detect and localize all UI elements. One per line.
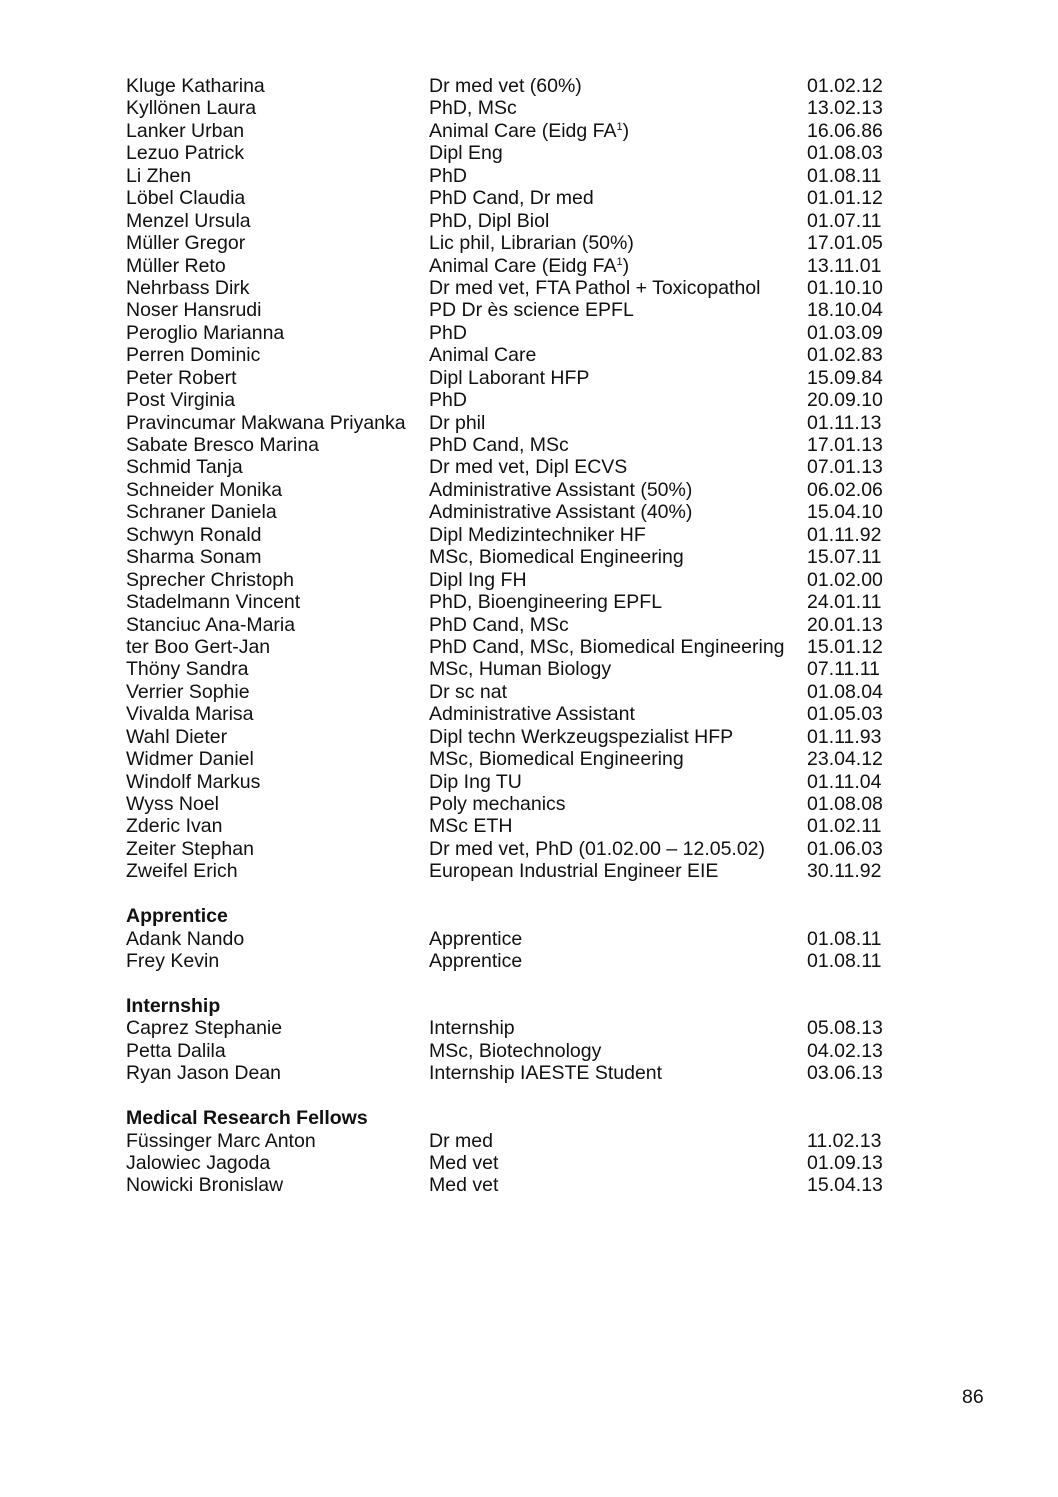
person-name: Schmid Tanja xyxy=(126,456,243,479)
start-date: 01.11.92 xyxy=(807,523,882,546)
person-name: Adank Nando xyxy=(126,927,245,950)
table-row xyxy=(126,860,926,882)
table-row xyxy=(126,277,926,299)
person-name: Füssinger Marc Anton xyxy=(126,1129,316,1152)
table-row xyxy=(126,97,926,119)
table-row xyxy=(126,210,926,232)
person-title xyxy=(429,771,522,793)
person-title xyxy=(429,950,522,972)
person-name: Zweifel Erich xyxy=(126,860,238,883)
person-title xyxy=(429,546,684,568)
start-date: 01.08.03 xyxy=(807,142,883,165)
title-text: Dipl techn Werkzeugspezialist HFP xyxy=(429,725,734,748)
start-date: 11.02.13 xyxy=(807,1129,882,1152)
start-date: 03.06.13 xyxy=(807,1062,883,1085)
title-text: Animal Care (Eidg FA xyxy=(429,254,617,277)
person-title xyxy=(429,524,646,546)
table-row xyxy=(126,501,926,523)
person-name: Müller Gregor xyxy=(126,232,246,255)
person-name: Schraner Daniela xyxy=(126,501,277,524)
table-row xyxy=(126,344,926,366)
title-text: Apprentice xyxy=(429,927,523,950)
title-tail: ) xyxy=(622,254,630,277)
title-text: Dip Ing TU xyxy=(429,770,522,793)
person-title xyxy=(429,1130,493,1152)
table-row xyxy=(126,703,926,725)
table-row xyxy=(126,1152,926,1174)
title-tail: ) xyxy=(622,119,630,142)
person-name: Stadelmann Vincent xyxy=(126,591,301,614)
title-text: Apprentice xyxy=(429,950,523,973)
start-date: 05.08.13 xyxy=(807,1017,883,1040)
person-name: Jalowiec Jagoda xyxy=(126,1152,271,1174)
person-title xyxy=(429,165,467,187)
table-row xyxy=(126,1017,926,1039)
table-row xyxy=(126,479,926,501)
start-date: 15.01.12 xyxy=(807,635,883,658)
start-date: 01.08.11 xyxy=(807,927,882,950)
person-title xyxy=(429,636,785,658)
table-row xyxy=(126,120,926,142)
title-text: PhD Cand, MSc xyxy=(429,434,569,456)
person-name: Noser Hansrudi xyxy=(126,299,262,322)
title-text: Poly mechanics xyxy=(429,793,566,815)
title-text: PhD, Dipl Biol xyxy=(429,209,550,232)
person-name: Nehrbass Dirk xyxy=(126,276,250,299)
table-row xyxy=(126,299,926,321)
table-row xyxy=(126,367,926,389)
person-title xyxy=(429,860,718,882)
table-row xyxy=(126,412,926,434)
title-text: European Industrial Engineer EIE xyxy=(429,860,719,883)
start-date: 01.07.11 xyxy=(807,209,882,232)
start-date: 13.02.13 xyxy=(807,97,883,120)
person-name: Frey Kevin xyxy=(126,950,220,973)
table-row xyxy=(126,748,926,770)
table-row xyxy=(126,165,926,187)
footnote-marker: 1 xyxy=(616,120,623,133)
table-row xyxy=(126,1174,926,1196)
title-text: Administrative Assistant (50%) xyxy=(429,478,693,501)
title-text: PhD Cand, Dr med xyxy=(429,187,594,210)
title-text: MSc, Biomedical Engineering xyxy=(429,546,684,569)
person-title xyxy=(429,1040,601,1062)
table-row xyxy=(126,614,926,636)
person-title xyxy=(429,142,503,164)
person-name: ter Boo Gert-Jan xyxy=(126,635,271,658)
table-row xyxy=(126,434,926,456)
table-row xyxy=(126,815,926,837)
person-name: Post Virginia xyxy=(126,389,236,412)
person-title xyxy=(429,479,692,501)
section-heading: Medical Research Fellows xyxy=(126,1107,368,1130)
person-title xyxy=(429,681,507,703)
person-title xyxy=(429,367,589,389)
start-date: 01.08.08 xyxy=(807,793,883,815)
title-text: Dr med xyxy=(429,1129,493,1152)
table-row xyxy=(126,950,926,972)
person-title xyxy=(429,187,594,209)
start-date: 15.07.11 xyxy=(807,546,882,569)
table-row xyxy=(126,456,926,478)
person-name: Sprecher Christoph xyxy=(126,568,294,591)
person-title xyxy=(429,255,629,277)
person-title xyxy=(429,501,692,523)
table-row xyxy=(126,928,926,950)
start-date: 01.02.00 xyxy=(807,568,883,591)
person-name: Lezuo Patrick xyxy=(126,142,245,165)
title-text: Dr med vet (60%) xyxy=(429,75,582,97)
start-date: 17.01.05 xyxy=(807,232,883,255)
table-row xyxy=(126,838,926,860)
table-row xyxy=(126,255,926,277)
person-title xyxy=(429,815,512,837)
person-title xyxy=(429,75,582,97)
person-title xyxy=(429,344,536,366)
person-name: Kyllönen Laura xyxy=(126,97,257,120)
section-heading: Internship xyxy=(126,994,221,1017)
title-text: Dr sc nat xyxy=(429,680,508,703)
start-date: 20.01.13 xyxy=(807,613,883,636)
person-title xyxy=(429,838,765,860)
title-text: Administrative Assistant xyxy=(429,703,635,726)
table-row xyxy=(126,569,926,591)
table-row xyxy=(126,322,926,344)
person-title xyxy=(429,120,629,142)
title-text: PhD, MSc xyxy=(429,97,517,120)
person-name: Zderic Ivan xyxy=(126,815,223,838)
title-text: Med vet xyxy=(429,1174,499,1197)
person-name: Löbel Claudia xyxy=(126,187,246,210)
start-date: 17.01.13 xyxy=(807,434,883,456)
table-row xyxy=(126,771,926,793)
table-row xyxy=(126,1130,926,1152)
start-date: 15.04.13 xyxy=(807,1174,883,1197)
title-text: PhD xyxy=(429,321,467,344)
title-text: Dipl Medizintechniker HF xyxy=(429,523,646,546)
table-row xyxy=(126,1062,926,1084)
person-name: Windolf Markus xyxy=(126,770,261,793)
table-row xyxy=(126,658,926,680)
person-title xyxy=(429,793,566,815)
start-date: 01.03.09 xyxy=(807,321,883,344)
person-title xyxy=(429,569,527,591)
title-text: PhD Cand, MSc xyxy=(429,613,569,636)
section-spacer xyxy=(126,973,926,995)
table-row xyxy=(126,793,926,815)
title-text: Internship IAESTE Student xyxy=(429,1062,663,1085)
title-text: MSc, Human Biology xyxy=(429,658,612,681)
person-name: Schneider Monika xyxy=(126,478,283,501)
person-title xyxy=(429,928,522,950)
page-number: 86 xyxy=(962,1386,984,1408)
title-text: MSc, Biotechnology xyxy=(429,1039,602,1062)
start-date: 23.04.12 xyxy=(807,748,883,771)
start-date: 01.02.12 xyxy=(807,75,883,97)
person-title xyxy=(429,412,485,434)
person-title xyxy=(429,1017,515,1039)
person-name: Pravincumar Makwana Priyanka xyxy=(126,411,406,434)
table-row xyxy=(126,636,926,658)
title-text: Internship xyxy=(429,1017,515,1040)
person-title xyxy=(429,726,733,748)
start-date: 15.04.10 xyxy=(807,501,883,524)
person-name: Zeiter Stephan xyxy=(126,837,254,860)
title-text: PhD xyxy=(429,389,467,412)
person-name: Verrier Sophie xyxy=(126,680,250,703)
person-name: Menzel Ursula xyxy=(126,209,251,232)
start-date: 15.09.84 xyxy=(807,366,883,389)
title-text: PhD xyxy=(429,164,467,187)
start-date: 01.08.11 xyxy=(807,950,882,973)
start-date: 16.06.86 xyxy=(807,119,883,142)
person-title xyxy=(429,277,760,299)
person-title xyxy=(429,299,634,321)
title-text: MSc ETH xyxy=(429,815,513,838)
person-title xyxy=(429,1062,662,1084)
person-name: Thöny Sandra xyxy=(126,658,249,681)
start-date: 01.05.03 xyxy=(807,703,883,726)
table-row xyxy=(126,591,926,613)
person-name: Müller Reto xyxy=(126,254,226,277)
title-text: Dr med vet, PhD (01.02.00 – 12.05.02) xyxy=(429,837,766,860)
section-spacer xyxy=(126,1085,926,1107)
table-row xyxy=(126,726,926,748)
title-text: PhD, Bioengineering EPFL xyxy=(429,591,663,614)
person-title xyxy=(429,232,634,254)
title-text: Dipl Laborant HFP xyxy=(429,366,590,389)
person-title xyxy=(429,210,549,232)
person-name: Widmer Daniel xyxy=(126,748,254,771)
person-title xyxy=(429,456,627,478)
person-name: Petta Dalila xyxy=(126,1039,226,1062)
title-text: Animal Care (Eidg FA xyxy=(429,119,617,142)
person-name: Sabate Bresco Marina xyxy=(126,434,319,456)
title-text: Dipl Eng xyxy=(429,142,503,165)
person-title xyxy=(429,389,467,411)
start-date: 13.11.01 xyxy=(807,254,882,277)
start-date: 24.01.11 xyxy=(807,591,882,614)
start-date: 20.09.10 xyxy=(807,389,883,412)
table-row xyxy=(126,232,926,254)
start-date: 04.02.13 xyxy=(807,1039,883,1062)
person-name: Peroglio Marianna xyxy=(126,321,285,344)
table-row xyxy=(126,1040,926,1062)
person-title xyxy=(429,322,467,344)
person-name: Nowicki Bronislaw xyxy=(126,1174,284,1197)
start-date: 01.11.93 xyxy=(807,725,882,748)
title-text: Dipl Ing FH xyxy=(429,568,527,591)
person-title xyxy=(429,748,684,770)
person-name: Stanciuc Ana-Maria xyxy=(126,613,296,636)
title-text: MSc, Biomedical Engineering xyxy=(429,748,684,771)
person-title xyxy=(429,1174,498,1196)
footnote-marker: 1 xyxy=(616,255,623,268)
start-date: 01.01.12 xyxy=(807,187,883,210)
section-spacer xyxy=(126,883,926,905)
person-title xyxy=(429,703,635,725)
person-title xyxy=(429,658,611,680)
person-name: Sharma Sonam xyxy=(126,546,262,569)
person-name: Ryan Jason Dean xyxy=(126,1062,282,1085)
start-date: 01.06.03 xyxy=(807,837,883,860)
person-title xyxy=(429,591,662,613)
title-text: PhD Cand, MSc, Biomedical Engineering xyxy=(429,635,785,658)
person-name: Schwyn Ronald xyxy=(126,523,262,546)
table-row xyxy=(126,75,926,97)
person-name: Caprez Stephanie xyxy=(126,1017,283,1040)
start-date: 01.02.83 xyxy=(807,344,883,367)
start-date: 01.11.13 xyxy=(807,411,882,434)
person-title xyxy=(429,97,517,119)
start-date: 30.11.92 xyxy=(807,860,882,883)
title-text: Lic phil, Librarian (50%) xyxy=(429,232,634,255)
table-row xyxy=(126,142,926,164)
start-date: 01.02.11 xyxy=(807,815,882,838)
table-row xyxy=(126,524,926,546)
person-name: Vivalda Marisa xyxy=(126,703,254,726)
start-date: 01.08.04 xyxy=(807,680,883,703)
table-row xyxy=(126,187,926,209)
start-date: 01.10.10 xyxy=(807,276,883,299)
table-row xyxy=(126,681,926,703)
person-name: Peter Robert xyxy=(126,366,237,389)
person-title xyxy=(429,614,569,636)
table-row xyxy=(126,546,926,568)
start-date: 01.09.13 xyxy=(807,1152,883,1174)
title-text: PD Dr ès science EPFL xyxy=(429,299,634,322)
title-text: Administrative Assistant (40%) xyxy=(429,501,693,524)
person-title xyxy=(429,434,569,456)
person-name: Perren Dominic xyxy=(126,344,261,367)
person-name: Kluge Katharina xyxy=(126,75,265,97)
section-heading: Apprentice xyxy=(126,905,228,928)
title-text: Dr med vet, Dipl ECVS xyxy=(429,456,628,479)
staff-list xyxy=(126,75,926,1197)
title-text: Med vet xyxy=(429,1152,499,1174)
title-text: Dr phil xyxy=(429,411,486,434)
start-date: 01.11.04 xyxy=(807,770,882,793)
start-date: 01.08.11 xyxy=(807,164,882,187)
start-date: 07.01.13 xyxy=(807,456,883,479)
start-date: 07.11.11 xyxy=(807,658,881,681)
person-title xyxy=(429,1152,498,1174)
start-date: 18.10.04 xyxy=(807,299,883,322)
person-name: Wahl Dieter xyxy=(126,725,228,748)
person-name: Wyss Noel xyxy=(126,793,220,815)
title-text: Dr med vet, FTA Pathol + Toxicopathol xyxy=(429,276,761,299)
person-name: Lanker Urban xyxy=(126,119,245,142)
title-text: Animal Care xyxy=(429,344,537,367)
start-date: 06.02.06 xyxy=(807,478,883,501)
table-row xyxy=(126,389,926,411)
person-name: Li Zhen xyxy=(126,164,192,187)
